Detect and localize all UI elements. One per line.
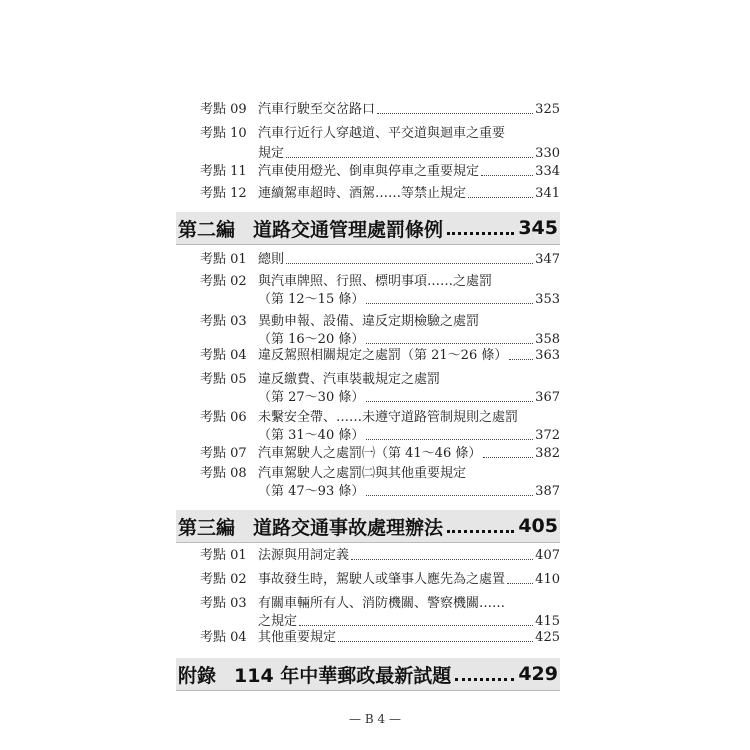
section-title: 道路交通事故處理辦法 (253, 516, 444, 539)
toc-entry (200, 272, 560, 312)
entry-text: 法源與用詞定義 (258, 548, 350, 563)
entry-code: 考點 03 (200, 596, 247, 611)
entry-text: 汽車駕駛人之處罰㈠（第 41～46 條） (258, 446, 482, 461)
toc-entry (200, 184, 560, 204)
leader-dots (481, 175, 533, 176)
entry-code: 考點 11 (200, 164, 247, 179)
entry-page: 330 (535, 146, 560, 161)
entry-line (258, 250, 560, 270)
entry-text: 違反駕照相關規定之處罰（第 21～26 條） (258, 348, 508, 363)
entry-page: 382 (535, 446, 560, 461)
entry-code: 考點 12 (200, 186, 247, 201)
leader-dots (483, 457, 533, 458)
entry-text: 汽車行駛至交岔路口 (258, 102, 376, 117)
leader-dots (447, 530, 514, 533)
entry-text: 異動申報、設備、違反定期檢驗之處罰 (258, 314, 480, 329)
toc-entry (200, 464, 560, 504)
entry-code: 考點 04 (200, 630, 247, 645)
entry-text: （第 16～20 條） (258, 332, 365, 347)
entry-line (258, 628, 560, 648)
entry-line (258, 408, 560, 428)
entry-page: 363 (535, 348, 560, 363)
entry-page: 407 (535, 548, 560, 563)
entry-text: 之規定 (258, 614, 298, 629)
section-label: 第三編 (178, 516, 236, 539)
entry-line (258, 272, 560, 292)
toc-entry (200, 162, 560, 182)
section-title: 道路交通管理處罰條例 (253, 218, 444, 241)
entry-line (258, 464, 560, 484)
entry-text: （第 47～93 條） (258, 484, 365, 499)
entry-line (258, 144, 560, 164)
entry-line (258, 346, 560, 366)
entry-page: 415 (535, 614, 560, 629)
leader-dots (286, 263, 533, 264)
entry-line (258, 444, 560, 464)
section-heading (176, 212, 560, 245)
leader-dots (366, 303, 533, 304)
entry-code: 考點 02 (200, 274, 247, 289)
entry-text: 未繫安全帶、……未遵守道路管制規則之處罰 (258, 410, 519, 425)
entry-line (258, 184, 560, 204)
entry-line (258, 482, 560, 502)
leader-dots (455, 678, 514, 681)
entry-text: 其他重要規定 (258, 630, 337, 645)
entry-code: 考點 06 (200, 410, 247, 425)
section-page: 405 (518, 515, 558, 537)
page-footer: — B 4 — (349, 712, 401, 726)
leader-dots (366, 401, 533, 402)
entry-text: （第 27～30 條） (258, 390, 365, 405)
entry-line (258, 162, 560, 182)
toc-entry (200, 408, 560, 448)
entry-line (258, 388, 560, 408)
toc-entry (200, 570, 560, 590)
entry-page: 358 (535, 332, 560, 347)
leader-dots (377, 113, 533, 114)
entry-code: 考點 05 (200, 372, 247, 387)
leader-dots (366, 343, 533, 344)
entry-text: 連續駕車超時、酒駕……等禁止規定 (258, 186, 467, 201)
toc-entry (200, 546, 560, 566)
entry-code: 考點 04 (200, 348, 247, 363)
entry-line (258, 370, 560, 390)
toc-entry (200, 250, 560, 270)
leader-dots (338, 641, 533, 642)
leader-dots (366, 439, 533, 440)
leader-dots (366, 495, 533, 496)
entry-code: 考點 08 (200, 466, 247, 481)
entry-page: 425 (535, 630, 560, 645)
entry-text: 與汽車牌照、行照、標明事項……之處罰 (258, 274, 493, 289)
entry-code: 考點 01 (200, 252, 247, 267)
entry-page: 341 (535, 186, 560, 201)
entry-page: 410 (535, 572, 560, 587)
section-label: 第二編 (178, 218, 236, 241)
entry-code: 考點 01 (200, 548, 247, 563)
entry-page: 372 (535, 428, 560, 443)
entry-line (258, 124, 560, 144)
entry-text: 汽車駕駛人之處罰㈡與其他重要規定 (258, 466, 467, 481)
section-heading (176, 510, 560, 543)
entry-line (258, 312, 560, 332)
leader-dots (299, 625, 533, 626)
toc-entry (200, 444, 560, 464)
entry-text: 規定 (258, 146, 285, 161)
toc-entry (200, 346, 560, 366)
entry-page: 325 (535, 102, 560, 117)
toc-entry (200, 628, 560, 648)
entry-text: 違反繳費、汽車裝載規定之處罰 (258, 372, 441, 387)
entry-page: 334 (535, 164, 560, 179)
toc-entry (200, 124, 560, 164)
entry-line (258, 290, 560, 310)
section-title: 114 年中華郵政最新試題 (234, 664, 452, 687)
entry-line (258, 100, 560, 120)
entry-code: 考點 07 (200, 446, 247, 461)
leader-dots (509, 359, 533, 360)
entry-line (258, 594, 560, 614)
entry-text: 總則 (258, 252, 285, 267)
entry-code: 考點 09 (200, 102, 247, 117)
section-page: 345 (518, 217, 558, 239)
leader-dots (447, 232, 514, 235)
section-label: 附錄 (178, 664, 217, 687)
leader-dots (286, 157, 533, 158)
entry-page: 347 (535, 252, 560, 267)
entry-text: （第 12～15 條） (258, 292, 365, 307)
entry-code: 考點 02 (200, 572, 247, 587)
section-heading (176, 658, 560, 691)
entry-page: 367 (535, 390, 560, 405)
entry-line (258, 570, 560, 590)
leader-dots (468, 197, 533, 198)
entry-page: 353 (535, 292, 560, 307)
toc-entry (200, 100, 560, 120)
entry-line (258, 426, 560, 446)
entry-code: 考點 10 (200, 126, 247, 141)
entry-text: 有關車輛所有人、消防機關、警察機關…… (258, 596, 506, 611)
entry-code: 考點 03 (200, 314, 247, 329)
entry-text: 汽車使用燈光、倒車與停車之重要規定 (258, 164, 480, 179)
entry-text: （第 31～40 條） (258, 428, 365, 443)
leader-dots (351, 559, 533, 560)
toc-entry (200, 370, 560, 410)
entry-line (258, 546, 560, 566)
leader-dots (507, 583, 533, 584)
entry-text: 事故發生時，駕駛人或肇事人應先為之處置 (258, 572, 506, 587)
entry-page: 387 (535, 484, 560, 499)
section-page: 429 (518, 663, 558, 685)
entry-text: 汽車行近行人穿越道、平交道與迴車之重要 (258, 126, 506, 141)
